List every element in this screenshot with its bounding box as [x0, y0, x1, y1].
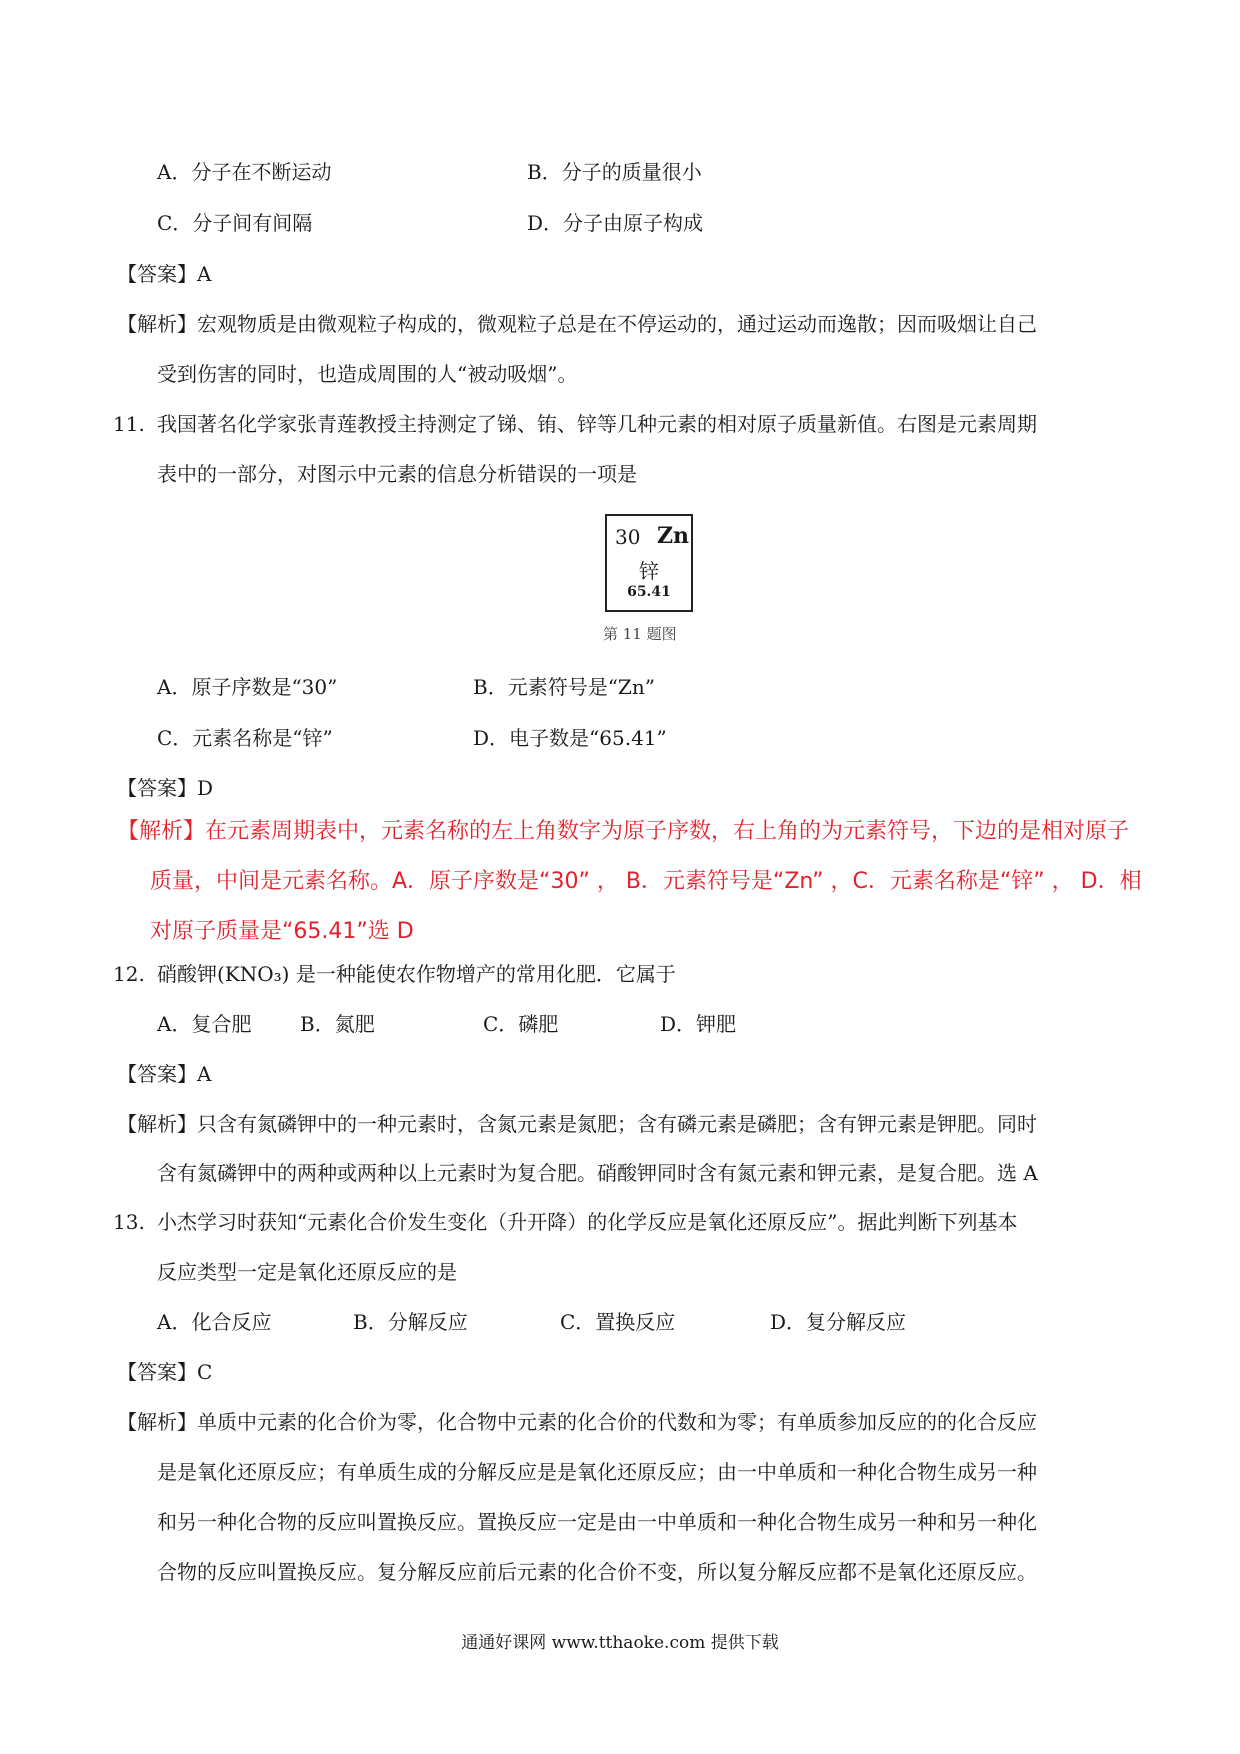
q11-answer	[117, 774, 213, 802]
q11-stem-line-2: 表中的一部分，对图示中元素的信息分析错误的一项是	[157, 462, 637, 486]
q10-option-d: D．分子由原子构成	[527, 211, 704, 235]
q10-analysis-line-1	[117, 310, 1037, 338]
analysis-text: 宏观物质是由微观粒子构成的，微观粒子总是在不停运动的，通过运动而逸散；因而吸烟让自己	[197, 312, 1037, 336]
q13-stem-line-1: 小杰学习时获知“元素化合价发生变化（升开降）的化学反应是氧化还原反应”。据此判断下列基本	[157, 1210, 1018, 1234]
analysis-text: 单质中元素的化合价为零，化合物中元素的化合价的代数和为零；有单质参加反应的的化合反应	[197, 1410, 1037, 1434]
q13-option-c: C．置换反应	[560, 1310, 676, 1334]
q10-option-c: C．分子间有间隔	[157, 211, 313, 235]
q11-option-b: B．元素符号是“Zn”	[473, 675, 655, 699]
q13-answer	[117, 1358, 212, 1386]
q11-option-c: C．元素名称是“锌”	[157, 726, 333, 750]
answer-tag: 【答案】	[117, 262, 197, 286]
q12-option-c: C．磷肥	[483, 1012, 559, 1036]
answer-value: A	[197, 262, 212, 286]
q13-option-b: B．分解反应	[353, 1310, 468, 1334]
analysis-tag: 【解析】	[117, 1410, 197, 1434]
q12-option-a: A．复合肥	[157, 1012, 252, 1036]
q11-number: 11.	[113, 412, 145, 436]
analysis-tag: 【解析】	[117, 819, 206, 844]
element-symbol: Zn	[657, 523, 690, 549]
q13-stem-line-2: 反应类型一定是氧化还原反应的是	[157, 1260, 457, 1284]
answer-value: D	[197, 776, 214, 800]
answer-value: C	[197, 1360, 213, 1384]
q11-analysis-line-2: 质量，中间是元素名称。A．原子序数是“30” ， B．元素符号是“Zn” ，C．元素名称是“锌” ， D．相	[150, 869, 1142, 894]
page-footer: 通通好课网 www.tthaoke.com 提供下载	[461, 1633, 779, 1653]
q13-analysis-line-2: 是是氧化还原反应；有单质生成的分解反应是是氧化还原反应；由一中单质和一种化合物生成另一种	[157, 1460, 1037, 1484]
q12-number: 12.	[113, 962, 145, 986]
q11-analysis-line-3: 对原子质量是“65.41”选 D	[150, 919, 414, 944]
q13-option-a: A．化合反应	[157, 1310, 272, 1334]
q12-stem: 硝酸钾(KNO₃) 是一种能使农作物增产的常用化肥．它属于	[157, 962, 676, 986]
analysis-tag: 【解析】	[117, 1112, 197, 1136]
q11-analysis-line-1	[117, 818, 1129, 846]
q12-analysis-line-1	[117, 1110, 1037, 1138]
q10-option-b: B．分子的质量很小	[527, 160, 702, 184]
q10-analysis-line-2: 受到伤害的同时，也造成周围的人“被动吸烟”。	[157, 362, 578, 386]
analysis-text: 只含有氮磷钾中的一种元素时，含氮元素是氮肥；含有磷元素是磷肥；含有钾元素是钾肥。同时	[197, 1112, 1037, 1136]
q12-option-d: D．钾肥	[660, 1012, 737, 1036]
q11-option-a: A．原子序数是“30”	[157, 675, 338, 699]
q13-analysis-line-3: 和另一种化合物的反应叫置换反应。置换反应一定是由一中单质和一种化合物生成另一种和另一种化	[157, 1510, 1037, 1534]
answer-tag: 【答案】	[117, 1062, 197, 1086]
answer-tag: 【答案】	[117, 1360, 197, 1384]
q11-stem-line-1: 我国著名化学家张青莲教授主持测定了锑、铕、锌等几种元素的相对原子质量新值。右图是元素周期	[157, 412, 1037, 436]
figure-caption: 第 11 题图	[603, 625, 677, 643]
element-name: 锌	[639, 559, 659, 583]
q10-option-a: A．分子在不断运动	[157, 160, 332, 184]
element-mass: 65.41	[627, 584, 671, 600]
q11-option-d: D．电子数是“65.41”	[473, 726, 667, 750]
answer-tag: 【答案】	[117, 776, 197, 800]
q13-analysis-line-1	[117, 1408, 1037, 1436]
analysis-text: 在元素周期表中，元素名称的左上角数字为原子序数，右上角的为元素符号，下边的是相对原子	[205, 819, 1130, 844]
analysis-tag: 【解析】	[117, 312, 197, 336]
answer-value: A	[197, 1062, 212, 1086]
q13-analysis-line-4: 合物的反应叫置换反应。复分解反应前后元素的化合价不变，所以复分解反应都不是氧化还原反应。	[157, 1560, 1037, 1584]
q10-answer	[117, 260, 211, 288]
element-card	[605, 514, 693, 612]
q12-answer	[117, 1060, 211, 1088]
q12-analysis-line-2: 含有氮磷钾中的两种或两种以上元素时为复合肥。硝酸钾同时含有氮元素和钾元素，是复合肥。选 A	[157, 1161, 1038, 1185]
q13-option-d: D．复分解反应	[770, 1310, 907, 1334]
element-atomic-number: 30	[615, 525, 641, 549]
q12-option-b: B．氮肥	[300, 1012, 375, 1036]
q13-number: 13.	[113, 1210, 145, 1234]
